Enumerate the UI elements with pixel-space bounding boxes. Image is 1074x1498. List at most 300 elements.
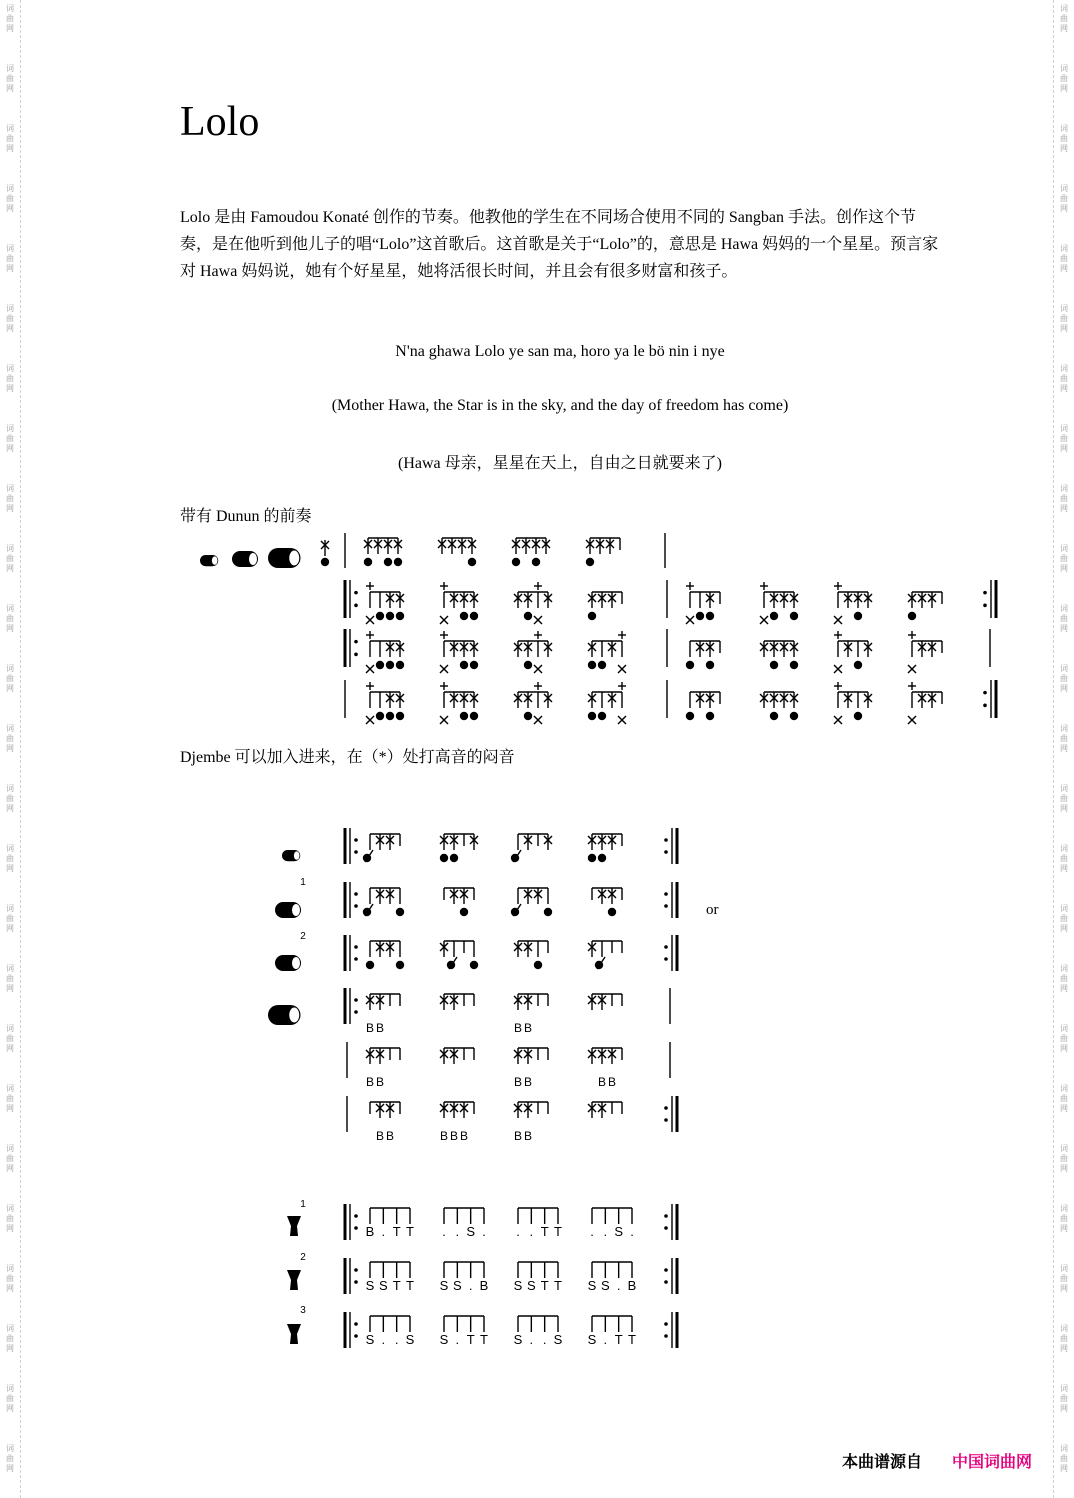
footer-source-label: 本曲谱源自 bbox=[842, 1452, 923, 1471]
note-dot bbox=[854, 712, 862, 720]
note-dot bbox=[386, 712, 394, 720]
watermark-char: 曲 bbox=[1060, 134, 1068, 143]
note-dot bbox=[544, 908, 552, 916]
djembe-stroke: . bbox=[529, 1332, 534, 1347]
note-dot bbox=[460, 908, 468, 916]
djembe-stroke: S bbox=[466, 1224, 476, 1239]
watermark-char: 词 bbox=[1060, 604, 1068, 613]
kenkeni-icon-2 bbox=[282, 850, 300, 861]
note-dot bbox=[512, 558, 520, 566]
watermark-char: 网 bbox=[6, 804, 14, 813]
djembe-stroke: . bbox=[616, 1278, 621, 1293]
note-dot bbox=[354, 653, 358, 657]
djembe-stroke: T bbox=[554, 1224, 562, 1239]
djembe-stroke: T bbox=[406, 1278, 414, 1293]
djembe-stroke: . bbox=[442, 1224, 446, 1239]
note-dot bbox=[440, 854, 448, 862]
bass-label: B bbox=[513, 1021, 523, 1035]
watermark-char: 网 bbox=[1060, 264, 1068, 273]
note-dot bbox=[460, 661, 468, 669]
watermark-char: 曲 bbox=[1060, 1334, 1068, 1343]
note-dot bbox=[983, 691, 987, 695]
watermark-char: 网 bbox=[6, 624, 14, 633]
djembe-stroke: S bbox=[614, 1224, 624, 1239]
watermark-char: 词 bbox=[1060, 364, 1068, 373]
watermark-char: 网 bbox=[6, 204, 14, 213]
note-dot bbox=[460, 612, 468, 620]
note-dot bbox=[696, 612, 704, 620]
note-dot bbox=[686, 712, 694, 720]
watermark-char: 词 bbox=[1060, 184, 1068, 193]
note-dot bbox=[394, 558, 402, 566]
part-number: 2 bbox=[300, 1252, 306, 1263]
djembe-stroke: . bbox=[603, 1224, 608, 1239]
or-label: or bbox=[706, 902, 719, 918]
note-dot bbox=[354, 640, 358, 644]
note-dot bbox=[770, 712, 778, 720]
watermark-char: 网 bbox=[6, 1284, 14, 1293]
watermark-char: 曲 bbox=[1060, 1034, 1068, 1043]
part-number: 1 bbox=[300, 877, 306, 888]
watermark-char: 词 bbox=[6, 424, 14, 433]
watermark-char: 网 bbox=[6, 1164, 14, 1173]
note-dot bbox=[664, 1214, 668, 1218]
note-dot bbox=[354, 1268, 358, 1272]
note-dot bbox=[396, 908, 404, 916]
watermark-char: 词 bbox=[6, 664, 14, 673]
djembe-1-icon bbox=[287, 1216, 301, 1236]
note-dot bbox=[450, 854, 458, 862]
watermark-char: 曲 bbox=[6, 374, 14, 383]
watermark-char: 网 bbox=[1060, 84, 1068, 93]
watermark-char: 网 bbox=[6, 384, 14, 393]
djembe-stroke: S bbox=[405, 1332, 415, 1347]
watermark-char: 词 bbox=[1060, 4, 1068, 13]
sangban-1-icon-head bbox=[292, 904, 300, 916]
watermark-char: 网 bbox=[1060, 1224, 1068, 1233]
watermark-char: 网 bbox=[6, 444, 14, 453]
watermark-char: 曲 bbox=[6, 974, 14, 983]
watermark-char: 曲 bbox=[1060, 614, 1068, 623]
bass-label: B bbox=[439, 1129, 449, 1143]
watermark-char: 网 bbox=[1060, 1044, 1068, 1053]
watermark-char: 词 bbox=[6, 1264, 14, 1273]
watermark-char: 曲 bbox=[1060, 734, 1068, 743]
watermark-char: 曲 bbox=[1060, 434, 1068, 443]
note-dot bbox=[664, 1322, 668, 1326]
watermark-char: 曲 bbox=[1060, 554, 1068, 563]
djembe-stroke: . bbox=[603, 1332, 608, 1347]
djembe-stroke: . bbox=[630, 1224, 634, 1239]
watermark-char: 曲 bbox=[1060, 194, 1068, 203]
watermark-char: 网 bbox=[1060, 864, 1068, 873]
watermark-char: 词 bbox=[6, 604, 14, 613]
note-dot bbox=[386, 612, 394, 620]
djembe-stroke: B bbox=[479, 1278, 489, 1293]
watermark-char: 曲 bbox=[6, 194, 14, 203]
watermark-char: 词 bbox=[6, 364, 14, 373]
watermark-char: 网 bbox=[1060, 1164, 1068, 1173]
bass-label: B bbox=[607, 1075, 617, 1089]
watermark-char: 网 bbox=[1060, 804, 1068, 813]
sangban-1-icon bbox=[275, 902, 301, 918]
watermark-char: 词 bbox=[1060, 844, 1068, 853]
djembe-stroke: . bbox=[381, 1224, 386, 1239]
watermark-char: 曲 bbox=[1060, 794, 1068, 803]
kenkeni-icon-2-head bbox=[294, 851, 300, 859]
watermark-char: 词 bbox=[1060, 1444, 1068, 1453]
note-dot bbox=[354, 1010, 358, 1014]
note-dot bbox=[363, 854, 371, 862]
watermark-char: 曲 bbox=[1060, 254, 1068, 263]
watermark-char: 词 bbox=[1060, 1264, 1068, 1273]
note-dot bbox=[983, 604, 987, 608]
bass-label: B bbox=[375, 1129, 385, 1143]
djembe-2-icon bbox=[287, 1270, 301, 1290]
note-dot bbox=[470, 661, 478, 669]
watermark-char: 词 bbox=[6, 844, 14, 853]
watermark-char: 网 bbox=[6, 1224, 14, 1233]
watermark-char: 曲 bbox=[1060, 854, 1068, 863]
lyrics-chinese: (Hawa 母亲，星星在天上，自由之日就要来了) bbox=[398, 455, 722, 472]
djembe-stroke: . bbox=[529, 1224, 534, 1239]
watermark-char: 曲 bbox=[1060, 14, 1068, 23]
watermark-char: 词 bbox=[1060, 904, 1068, 913]
watermark-char: 词 bbox=[1060, 1204, 1068, 1213]
note-dot bbox=[524, 712, 532, 720]
watermark-char: 网 bbox=[6, 1104, 14, 1113]
bass-label: B bbox=[513, 1129, 523, 1143]
djembe-stroke: . bbox=[468, 1278, 473, 1293]
note-dot bbox=[608, 908, 616, 916]
watermark-char: 曲 bbox=[6, 1034, 14, 1043]
watermark-char: 词 bbox=[1060, 544, 1068, 553]
note-dot bbox=[396, 612, 404, 620]
watermark-char: 网 bbox=[6, 1404, 14, 1413]
bass-label: B bbox=[513, 1075, 523, 1089]
watermark-char: 曲 bbox=[1060, 494, 1068, 503]
note-dot bbox=[354, 957, 358, 961]
watermark-char: 网 bbox=[6, 1344, 14, 1353]
note-dot bbox=[664, 1226, 668, 1230]
watermark-char: 网 bbox=[6, 744, 14, 753]
djembe-stroke: T bbox=[392, 1278, 401, 1293]
watermark-char: 曲 bbox=[6, 674, 14, 683]
watermark-char: 词 bbox=[1060, 784, 1068, 793]
note-dot bbox=[908, 612, 916, 620]
watermark-char: 网 bbox=[1060, 924, 1068, 933]
note-dot bbox=[354, 1280, 358, 1284]
watermark-char: 曲 bbox=[6, 794, 14, 803]
watermark-char: 曲 bbox=[1060, 314, 1068, 323]
watermark-char: 曲 bbox=[6, 1394, 14, 1403]
bass-label: B bbox=[375, 1021, 385, 1035]
note-dot bbox=[354, 1226, 358, 1230]
note-dot bbox=[983, 591, 987, 595]
watermark-char: 曲 bbox=[1060, 1454, 1068, 1463]
djembe-stroke: S bbox=[553, 1332, 563, 1347]
watermark-char: 网 bbox=[6, 1464, 14, 1473]
note-dot bbox=[595, 961, 603, 969]
bass-label: B bbox=[449, 1129, 459, 1143]
watermark-char: 词 bbox=[6, 1204, 14, 1213]
note-dot bbox=[770, 661, 778, 669]
kenkeni-icon-head bbox=[212, 556, 218, 564]
note-dot bbox=[770, 612, 778, 620]
bass-label: B bbox=[523, 1075, 533, 1089]
djembe-stroke: S bbox=[378, 1278, 388, 1293]
djembe-3-icon bbox=[287, 1324, 301, 1344]
watermark-char: 曲 bbox=[6, 1454, 14, 1463]
watermark-char: 词 bbox=[6, 304, 14, 313]
watermark-char: 词 bbox=[6, 484, 14, 493]
djembe-stroke: S bbox=[600, 1278, 610, 1293]
bass-label: B bbox=[523, 1021, 533, 1035]
watermark-char: 网 bbox=[6, 864, 14, 873]
note-dot bbox=[983, 704, 987, 708]
note-dot bbox=[354, 604, 358, 608]
watermark-char: 网 bbox=[6, 984, 14, 993]
watermark-char: 网 bbox=[6, 564, 14, 573]
djembe-stroke: T bbox=[406, 1224, 414, 1239]
watermark-char: 网 bbox=[1060, 144, 1068, 153]
watermark-char: 词 bbox=[6, 784, 14, 793]
watermark-char: 词 bbox=[1060, 1084, 1068, 1093]
dununba-icon bbox=[268, 548, 301, 568]
watermark-char: 词 bbox=[6, 1084, 14, 1093]
note-dot bbox=[664, 945, 668, 949]
note-dot bbox=[364, 558, 372, 566]
note-dot bbox=[664, 1106, 668, 1110]
note-dot bbox=[588, 712, 596, 720]
watermark-char: 词 bbox=[6, 1144, 14, 1153]
djembe-stroke: T bbox=[554, 1278, 562, 1293]
bass-label: B bbox=[459, 1129, 469, 1143]
watermark-char: 曲 bbox=[6, 434, 14, 443]
watermark-char: 词 bbox=[6, 1324, 14, 1333]
note-dot bbox=[706, 712, 714, 720]
watermark-char: 网 bbox=[6, 264, 14, 273]
djembe-stroke: B bbox=[627, 1278, 637, 1293]
watermark-char: 网 bbox=[1060, 1404, 1068, 1413]
note-dot bbox=[321, 558, 329, 566]
bass-label: B bbox=[375, 1075, 385, 1089]
note-dot bbox=[354, 945, 358, 949]
kenkeni-icon bbox=[200, 555, 218, 566]
djembe-stroke: T bbox=[614, 1332, 623, 1347]
note-dot bbox=[354, 850, 358, 854]
djembe-stroke: T bbox=[540, 1278, 549, 1293]
watermark-char: 曲 bbox=[6, 1214, 14, 1223]
watermark-char: 词 bbox=[1060, 64, 1068, 73]
watermark-char: 曲 bbox=[6, 74, 14, 83]
watermark-char: 词 bbox=[6, 184, 14, 193]
note-dot bbox=[532, 558, 540, 566]
djembe-stroke: S bbox=[365, 1278, 375, 1293]
djembe-stroke: T bbox=[480, 1332, 488, 1347]
watermark-char: 网 bbox=[6, 684, 14, 693]
lyrics-original: N'na ghawa Lolo ye san ma, horo ya le bö nin i nye bbox=[395, 343, 725, 360]
djembe-stroke: T bbox=[392, 1224, 401, 1239]
watermark-char: 词 bbox=[6, 964, 14, 973]
djembe-stroke: S bbox=[439, 1278, 449, 1293]
djembe-stroke: . bbox=[394, 1332, 399, 1347]
watermark-char: 词 bbox=[1060, 424, 1068, 433]
watermark-char: 曲 bbox=[1060, 374, 1068, 383]
note-dot bbox=[854, 612, 862, 620]
djembe-stroke: S bbox=[526, 1278, 536, 1293]
watermark-char: 词 bbox=[1060, 1144, 1068, 1153]
note-dot bbox=[790, 712, 798, 720]
part-number: 2 bbox=[300, 931, 306, 942]
djembe-stroke: S bbox=[513, 1278, 523, 1293]
watermark-char: 词 bbox=[6, 724, 14, 733]
watermark-char: 曲 bbox=[6, 734, 14, 743]
watermark-char: 网 bbox=[6, 1044, 14, 1053]
note-dot bbox=[790, 661, 798, 669]
note-dot bbox=[588, 661, 596, 669]
watermark-char: 网 bbox=[6, 324, 14, 333]
footer-site-label: 中国词曲网 bbox=[952, 1452, 1033, 1471]
watermark-char: 曲 bbox=[1060, 1274, 1068, 1283]
watermark-char: 曲 bbox=[1060, 1154, 1068, 1163]
watermark-char: 曲 bbox=[6, 1274, 14, 1283]
bass-label: B bbox=[597, 1075, 607, 1089]
sangban-2-icon bbox=[275, 955, 301, 971]
note-dot bbox=[664, 1334, 668, 1338]
note-dot bbox=[376, 661, 384, 669]
watermark-char: 词 bbox=[6, 244, 14, 253]
djembe-stroke: S bbox=[439, 1332, 449, 1347]
watermark-char: 曲 bbox=[6, 134, 14, 143]
djembe-stroke: S bbox=[452, 1278, 462, 1293]
note-dot bbox=[524, 612, 532, 620]
watermark-char: 网 bbox=[1060, 684, 1068, 693]
watermark-char: 曲 bbox=[1060, 1214, 1068, 1223]
note-dot bbox=[354, 904, 358, 908]
note-dot bbox=[588, 612, 596, 620]
watermark-char: 网 bbox=[1060, 384, 1068, 393]
watermark-char: 网 bbox=[1060, 1344, 1068, 1353]
sangban-icon-head bbox=[249, 553, 257, 565]
watermark-char: 网 bbox=[1060, 744, 1068, 753]
watermark-char: 网 bbox=[6, 84, 14, 93]
note-dot bbox=[354, 892, 358, 896]
note-dot bbox=[511, 908, 519, 916]
djembe-stroke: . bbox=[482, 1224, 486, 1239]
watermark-char: 曲 bbox=[6, 14, 14, 23]
djembe-stroke: . bbox=[590, 1224, 594, 1239]
watermark-char: 曲 bbox=[6, 614, 14, 623]
watermark-char: 曲 bbox=[6, 854, 14, 863]
note-dot bbox=[468, 558, 476, 566]
note-dot bbox=[396, 712, 404, 720]
note-dot bbox=[664, 904, 668, 908]
dununba-icon-2 bbox=[268, 1005, 301, 1025]
watermark-char: 词 bbox=[1060, 1024, 1068, 1033]
djembe-stroke: T bbox=[466, 1332, 475, 1347]
bass-label: B bbox=[523, 1129, 533, 1143]
note-dot bbox=[386, 661, 394, 669]
djembe-stroke: . bbox=[516, 1224, 520, 1239]
sangban-2-icon-head bbox=[292, 957, 300, 969]
note-dot bbox=[354, 1214, 358, 1218]
watermark-char: 网 bbox=[6, 924, 14, 933]
djembe-stroke: B bbox=[365, 1224, 375, 1239]
watermark-char: 曲 bbox=[6, 494, 14, 503]
note-dot bbox=[376, 712, 384, 720]
watermark-char: 网 bbox=[1060, 24, 1068, 33]
watermark-char: 网 bbox=[1060, 984, 1068, 993]
watermark-char: 网 bbox=[1060, 504, 1068, 513]
watermark-char: 词 bbox=[1060, 244, 1068, 253]
lyrics-english: (Mother Hawa, the Star is in the sky, and the day of freedom has come) bbox=[331, 397, 789, 414]
note-dot bbox=[664, 1118, 668, 1122]
note-dot bbox=[790, 612, 798, 620]
note-dot bbox=[396, 661, 404, 669]
note-dot bbox=[686, 661, 694, 669]
bass-label: B bbox=[365, 1075, 375, 1089]
section-dunun-intro-heading: 带有 Dunun 的前奏 bbox=[180, 508, 312, 525]
watermark-char: 词 bbox=[1060, 304, 1068, 313]
watermark-char: 曲 bbox=[6, 1154, 14, 1163]
note-dot bbox=[396, 961, 404, 969]
djembe-stroke: . bbox=[455, 1332, 460, 1347]
watermark-char: 曲 bbox=[1060, 674, 1068, 683]
watermark-char: 网 bbox=[6, 24, 14, 33]
watermark-char: 词 bbox=[6, 544, 14, 553]
watermark-char: 曲 bbox=[6, 554, 14, 563]
watermark-char: 网 bbox=[1060, 1104, 1068, 1113]
note-dot bbox=[598, 854, 606, 862]
djembe-stroke: . bbox=[542, 1332, 547, 1347]
note-dot bbox=[376, 612, 384, 620]
watermark-char: 网 bbox=[1060, 624, 1068, 633]
watermark-char: 网 bbox=[1060, 1284, 1068, 1293]
djembe-stroke: . bbox=[455, 1224, 460, 1239]
note-dot bbox=[354, 838, 358, 842]
note-dot bbox=[664, 892, 668, 896]
watermark-char: 网 bbox=[6, 144, 14, 153]
watermark-char: 曲 bbox=[1060, 1394, 1068, 1403]
part-number: 3 bbox=[300, 1305, 306, 1316]
djembe-stroke: T bbox=[540, 1224, 549, 1239]
note-dot bbox=[598, 712, 606, 720]
watermark-char: 网 bbox=[1060, 564, 1068, 573]
note-dot bbox=[460, 712, 468, 720]
note-dot bbox=[854, 661, 862, 669]
watermark-char: 词 bbox=[6, 4, 14, 13]
note-dot bbox=[354, 1334, 358, 1338]
page-title: Lolo bbox=[180, 99, 260, 145]
note-dot bbox=[470, 612, 478, 620]
dununba-icon-2-head bbox=[289, 1008, 299, 1023]
watermark-char: 网 bbox=[1060, 1464, 1068, 1473]
watermark-char: 词 bbox=[1060, 1324, 1068, 1333]
note-dot bbox=[354, 1322, 358, 1326]
watermark-char: 曲 bbox=[6, 314, 14, 323]
note-dot bbox=[664, 957, 668, 961]
watermark-char: 词 bbox=[1060, 484, 1068, 493]
bass-label: B bbox=[385, 1129, 395, 1143]
watermark-char: 曲 bbox=[6, 1334, 14, 1343]
note-dot bbox=[534, 961, 542, 969]
watermark-char: 词 bbox=[1060, 724, 1068, 733]
watermark-char: 网 bbox=[6, 504, 14, 513]
note-dot bbox=[354, 998, 358, 1002]
note-dot bbox=[470, 961, 478, 969]
note-dot bbox=[598, 661, 606, 669]
